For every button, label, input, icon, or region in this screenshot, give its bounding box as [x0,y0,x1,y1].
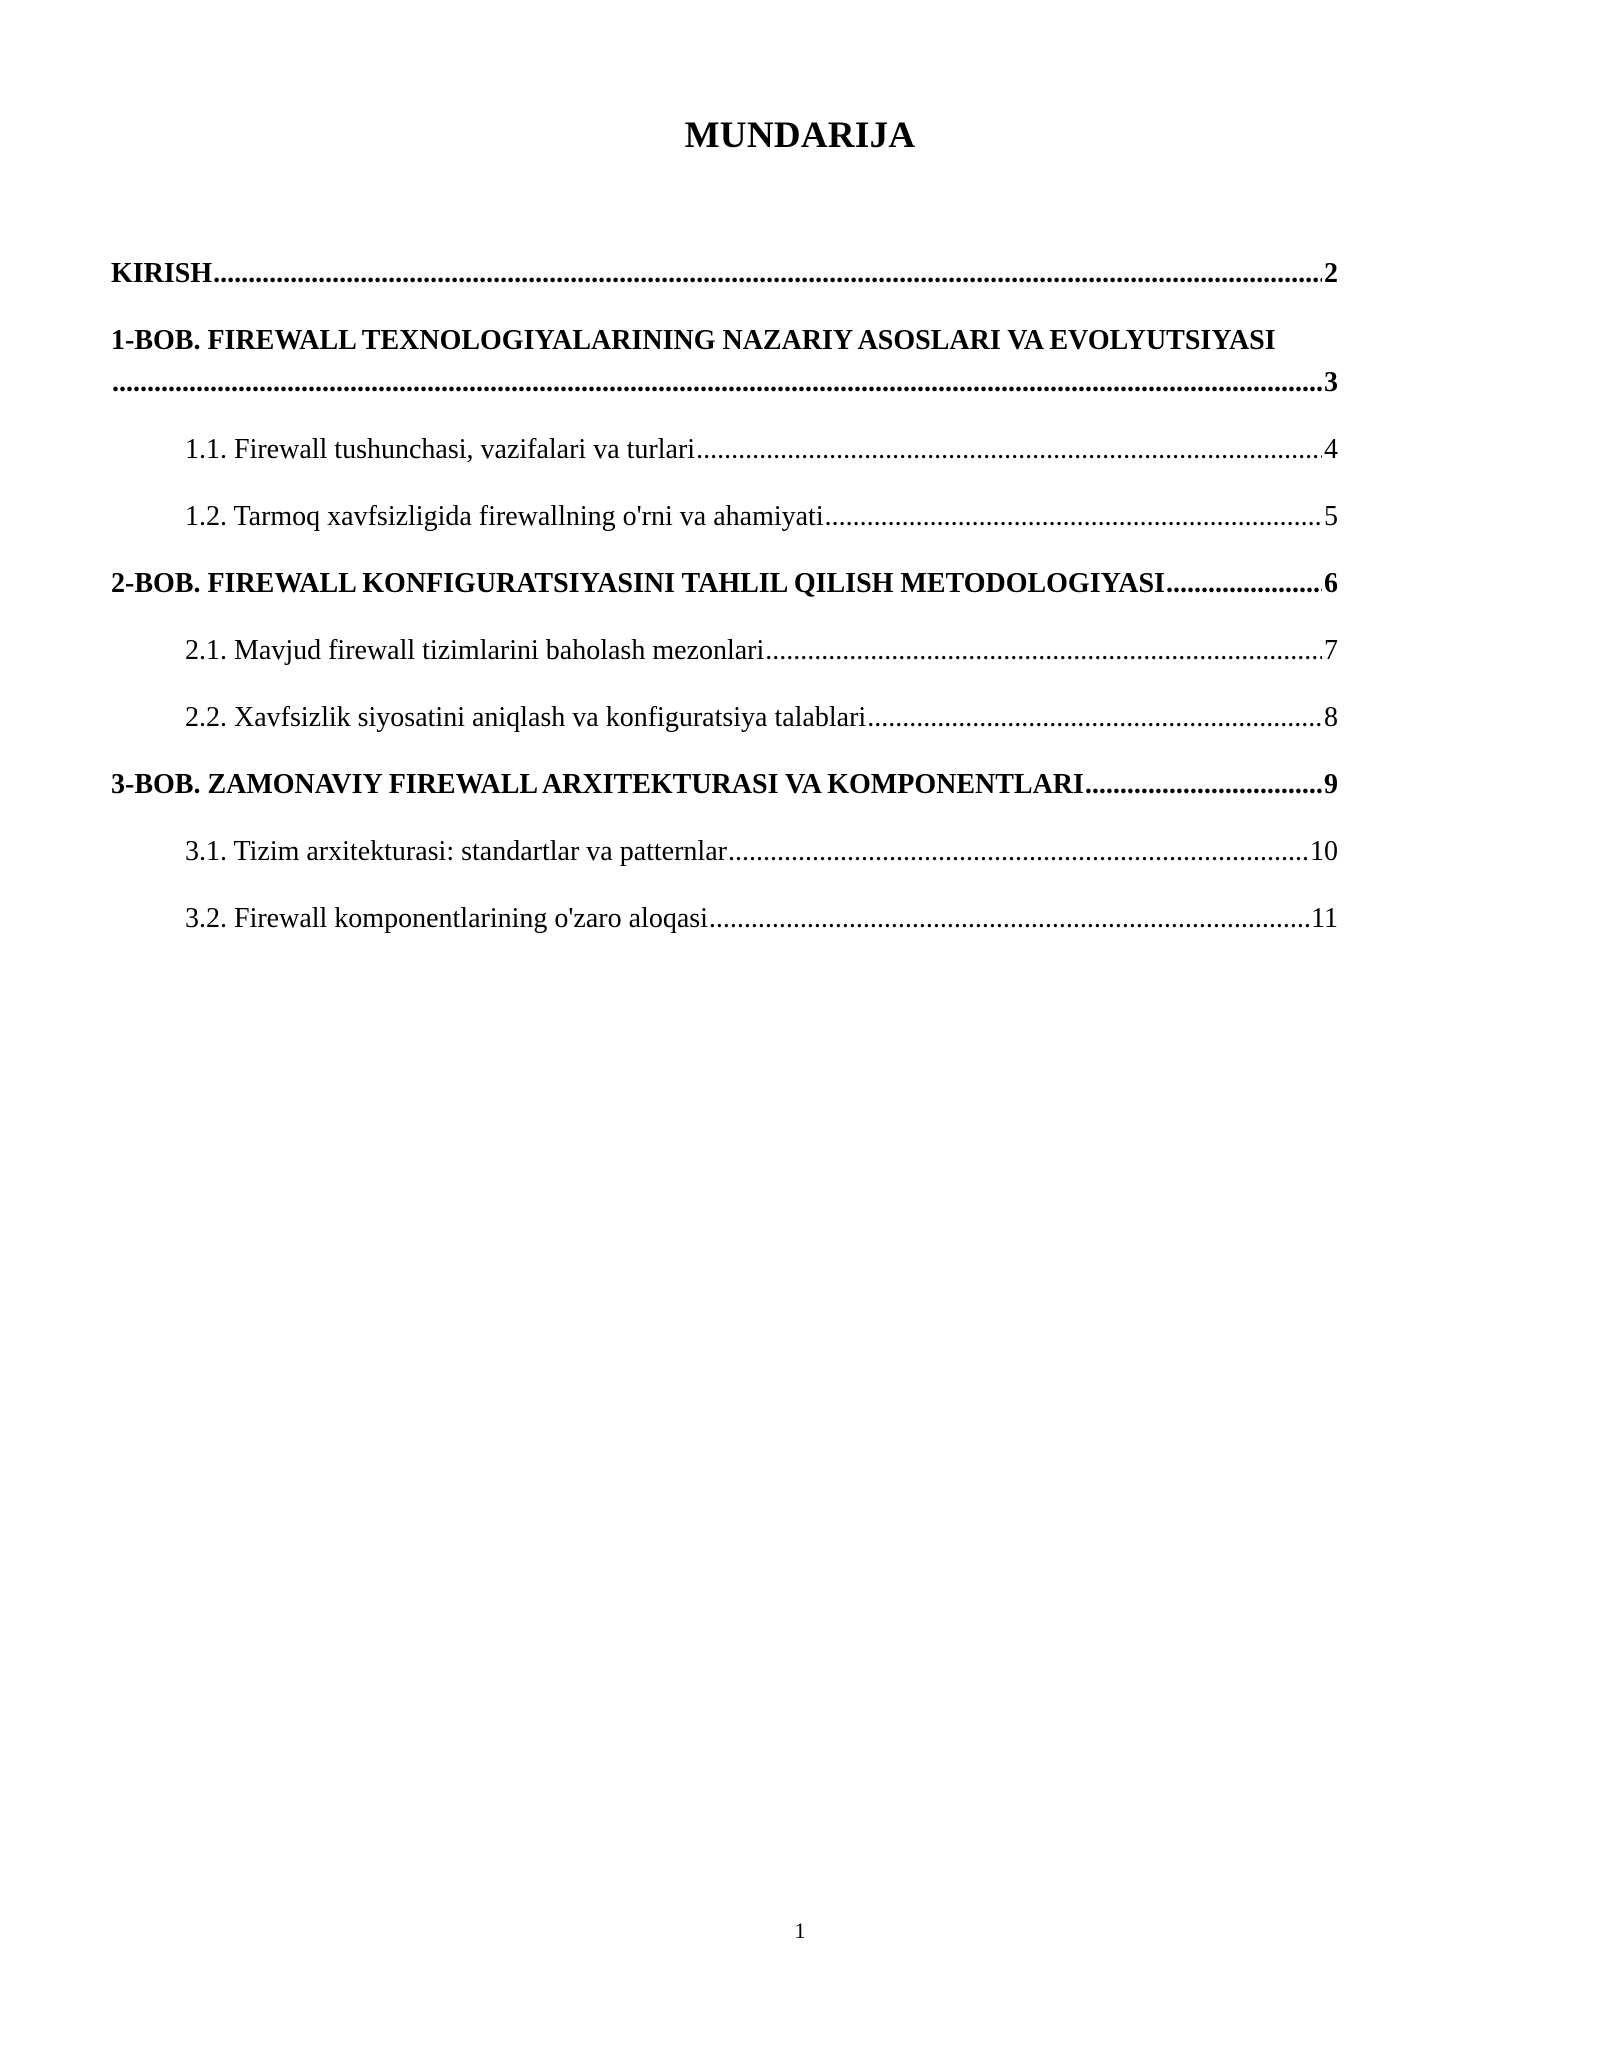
toc-row [185,634,1338,668]
toc-page-number: 4 [1324,434,1338,465]
toc-entry-kirish[interactable] [111,257,1338,291]
dot-leader [825,500,1322,534]
toc-row [185,433,1338,467]
dot-leader [709,902,1309,936]
toc-entry-section-3-2[interactable] [111,902,1338,936]
toc-entry-text: KIRISH [111,258,213,289]
toc-page-number: 9 [1324,769,1338,800]
toc-entry-section-3-1[interactable] [111,835,1338,869]
toc-row [185,701,1338,735]
toc-entry-section-2-2[interactable] [111,701,1338,735]
toc-entry-text: 2.1. Mavjud firewall tizimlarini baholash mezonlari [185,635,765,666]
toc-entry-chapter-3[interactable] [111,768,1338,802]
table-of-contents [111,257,1338,969]
toc-entry-section-1-2[interactable] [111,500,1338,534]
toc-page-number: 2 [1324,258,1338,289]
toc-row [185,902,1338,936]
dot-leader [765,634,1322,668]
toc-entry-chapter-2[interactable] [111,567,1338,601]
toc-page-number: 7 [1324,635,1338,666]
toc-entry-text: 3.2. Firewall komponentlarining o'zaro aloqasi [185,903,708,934]
toc-entry-section-1-1[interactable] [111,433,1338,467]
toc-page-number: 3 [1324,367,1338,398]
dot-leader [112,366,1322,400]
dot-leader [696,433,1322,467]
toc-row [185,500,1338,534]
toc-page-number: 6 [1324,568,1338,599]
toc-entry-chapter-1[interactable] [111,324,1338,400]
toc-page-number: 10 [1310,836,1338,867]
dot-leader [213,257,1322,291]
toc-entry-text: 2-BOB. FIREWALL KONFIGURATSIYASINI TAHLIL QILISH METODOLOGIYASI [111,568,1165,599]
toc-row [111,768,1338,802]
toc-row [111,257,1338,291]
dot-leader [867,701,1322,735]
toc-row [111,567,1338,601]
dot-leader [728,835,1308,869]
footer-page-number: 1 [794,1918,806,1943]
toc-entry-text: 1-BOB. FIREWALL TEXNOLOGIYALARINING NAZARIY ASOSLARI VA EVOLYUTSIYASI [111,325,1276,356]
toc-entry-text: 3-BOB. ZAMONAVIY FIREWALL ARXITEKTURASI VA KOMPONENTLARI [111,769,1084,800]
toc-row [111,366,1338,400]
dot-leader [1166,567,1322,601]
toc-entry-section-2-1[interactable] [111,634,1338,668]
toc-page-number: 8 [1324,702,1338,733]
dot-leader [1085,768,1322,802]
toc-entry-text: 3.1. Tizim arxitekturasi: standartlar va patternlar [185,836,727,867]
toc-entry-text: 2.2. Xavfsizlik siyosatini aniqlash va konfiguratsiya talablari [185,702,867,733]
toc-page-number: 11 [1311,903,1338,934]
toc-row [185,835,1338,869]
page-title: MUNDARIJA [684,115,916,156]
toc-page-number: 5 [1324,501,1338,532]
toc-entry-text: 1.1. Firewall tushunchasi, vazifalari va turlari [185,434,696,465]
toc-entry-text: 1.2. Tarmoq xavfsizligida firewallning o'rni va ahamiyati [185,501,824,532]
